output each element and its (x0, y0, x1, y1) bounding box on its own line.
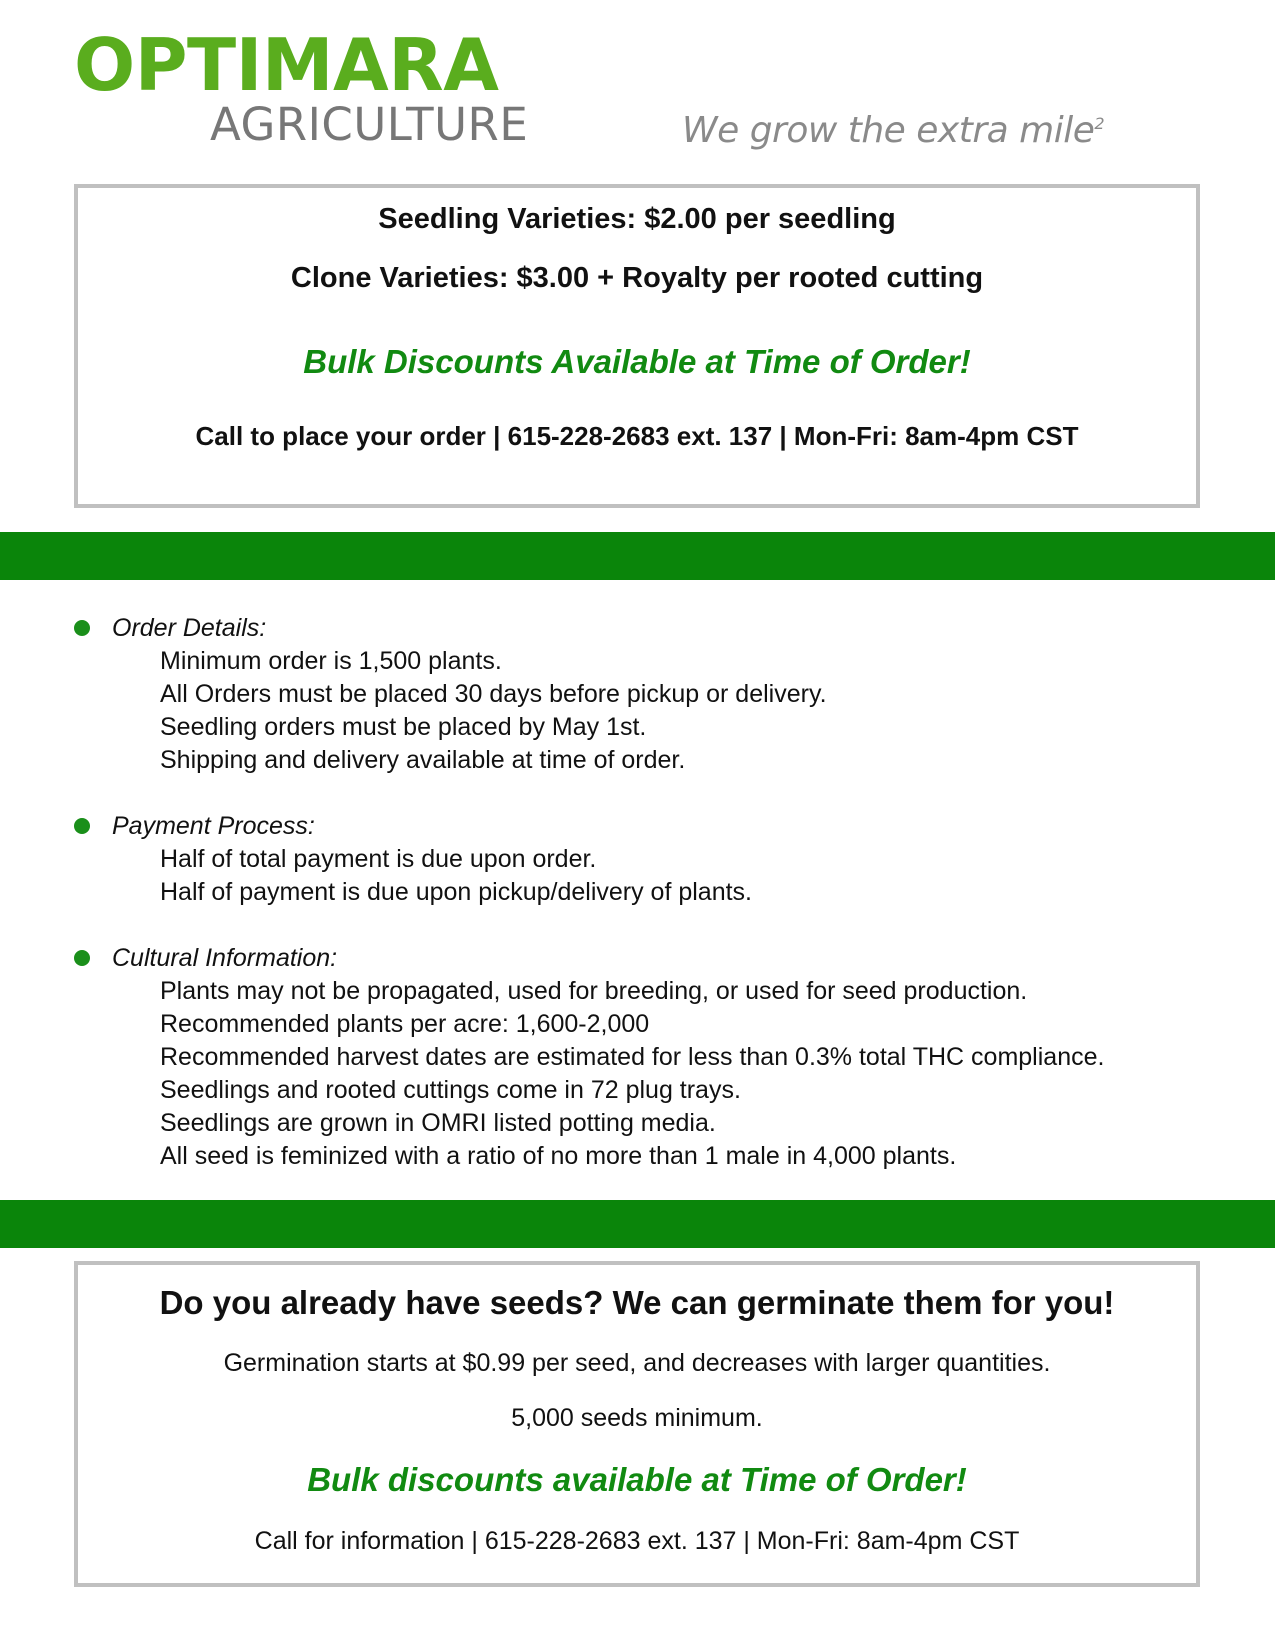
divider-bar-top (0, 532, 1275, 580)
list-item: All seed is feminized with a ratio of no more than 1 male in 4,000 plants. (160, 1142, 957, 1170)
list-item: Minimum order is 1,500 plants. (160, 647, 502, 675)
tagline-superscript: 2 (1094, 114, 1105, 133)
list-item: Seedlings are grown in OMRI listed potting media. (160, 1109, 716, 1137)
tagline-text: We grow the extra mile (682, 110, 1095, 151)
germination-minimum: 5,000 seeds minimum. (511, 1404, 763, 1432)
pricing-box (74, 184, 1200, 508)
list-item: Seedlings and rooted cuttings come in 72 plug trays. (160, 1076, 741, 1104)
list-item: Recommended plants per acre: 1,600-2,000 (160, 1010, 650, 1038)
germination-promo: Bulk discounts available at Time of Order! (307, 1461, 967, 1498)
germination-box (74, 1261, 1200, 1587)
list-item: All Orders must be placed 30 days before pickup or delivery. (160, 680, 827, 708)
list-item: Half of payment is due upon pickup/delivery of plants. (160, 878, 753, 906)
brand-tagline (682, 106, 1104, 156)
bullet-icon (74, 620, 90, 636)
list-item: Plants may not be propagated, used for breeding, or used for seed production. (160, 977, 1028, 1005)
brand-subtitle: AGRICULTURE (210, 98, 529, 151)
seedling-price: Seedling Varieties: $2.00 per seedling (378, 203, 896, 235)
germination-call-info: Call for information | 615-228-2683 ext. 137 | Mon-Fri: 8am-4pm CST (254, 1527, 1020, 1555)
germination-headline: Do you already have seeds? We can germinate them for you! (159, 1284, 1115, 1321)
section-title: Order Details: (112, 614, 267, 642)
list-item: Shipping and delivery available at time of order. (160, 746, 686, 774)
divider-bar-bottom (0, 1200, 1275, 1248)
section-title: Cultural Information: (112, 944, 338, 972)
bulk-discount-promo: Bulk Discounts Available at Time of Order! (303, 343, 971, 380)
bullet-icon (74, 950, 90, 966)
clone-price: Clone Varieties: $3.00 + Royalty per rooted cutting (290, 262, 984, 294)
brand-logo: OPTIMARA (74, 23, 499, 107)
section-title: Payment Process: (112, 812, 315, 840)
bullet-icon (74, 818, 90, 834)
germination-price: Germination starts at $0.99 per seed, and decreases with larger quantities. (223, 1349, 1051, 1377)
list-item: Seedling orders must be placed by May 1st. (160, 713, 647, 741)
list-item: Recommended harvest dates are estimated for less than 0.3% total THC compliance. (160, 1043, 1105, 1071)
order-call-info: Call to place your order | 615-228-2683 ext. 137 | Mon-Fri: 8am-4pm CST (195, 421, 1079, 451)
list-item: Half of total payment is due upon order. (160, 845, 597, 873)
